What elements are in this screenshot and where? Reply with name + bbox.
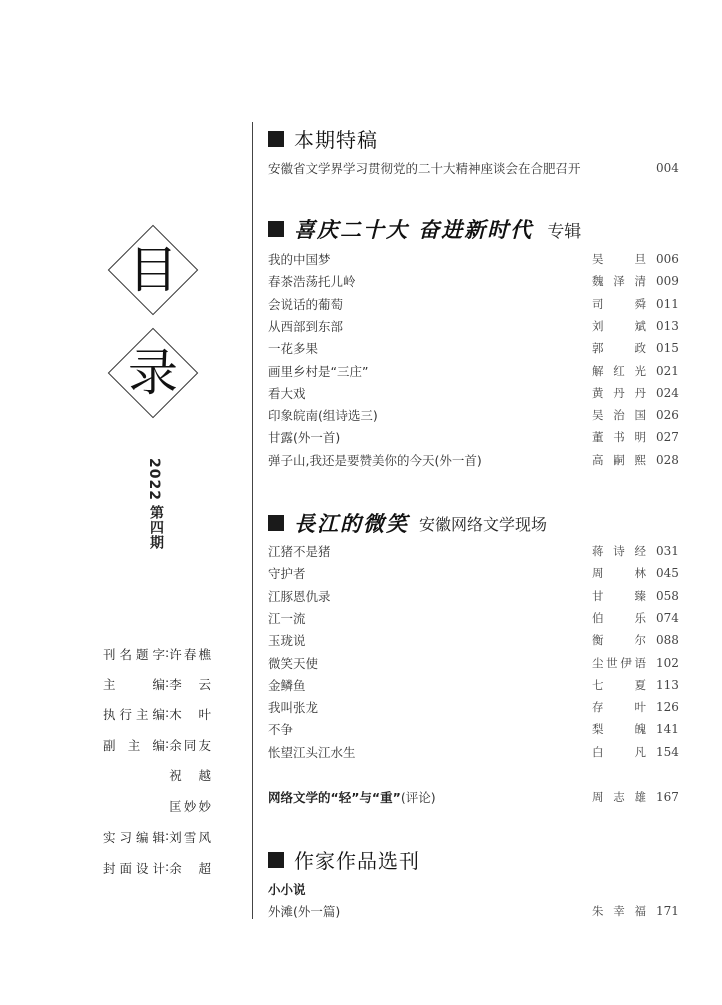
staff-value: 余 超 bbox=[169, 861, 211, 876]
entry-page: 102 bbox=[656, 655, 679, 670]
entry-author: 刘斌 bbox=[592, 318, 646, 333]
entry-author: 周志雄 bbox=[592, 790, 646, 804]
entry-author: 伯乐 bbox=[592, 610, 646, 625]
staff-row: 封 面 设 计 : 余 超 bbox=[103, 859, 221, 877]
section-heading bbox=[268, 845, 420, 874]
entry-page: 004 bbox=[656, 161, 679, 175]
staff-row bbox=[103, 797, 221, 815]
section-heading bbox=[268, 214, 581, 244]
entry-title: 印象皖南(组诗选三) bbox=[268, 408, 378, 424]
staff-value: 刘 雪 风 bbox=[169, 830, 211, 845]
entry-author: 高嗣熙 bbox=[592, 452, 646, 467]
entry-author: 梨魄 bbox=[592, 722, 646, 737]
subcategory-label: 小小说 bbox=[268, 882, 306, 897]
entry-page: 021 bbox=[656, 363, 679, 378]
entry-page: 167 bbox=[656, 790, 679, 804]
entry-title: 怅望江头江水生 bbox=[268, 744, 356, 760]
toc-entry[interactable] bbox=[268, 653, 678, 673]
toc-entry[interactable] bbox=[268, 294, 678, 314]
entry-page: 154 bbox=[656, 744, 679, 759]
entry-author: 吴旦 bbox=[592, 252, 646, 266]
toc-entry[interactable] bbox=[268, 563, 678, 583]
toc-entry[interactable] bbox=[268, 697, 678, 717]
toc-entry[interactable] bbox=[268, 719, 678, 739]
toc-diamond-2 bbox=[108, 328, 198, 418]
staff-label bbox=[103, 797, 165, 815]
entry-title: 不争 bbox=[268, 722, 294, 738]
entry-title: 会说话的葡萄 bbox=[268, 296, 344, 312]
entry-page: 058 bbox=[656, 588, 679, 603]
toc-entry[interactable] bbox=[268, 405, 678, 425]
toc-entry[interactable] bbox=[268, 158, 678, 178]
entry-page: 015 bbox=[656, 341, 679, 356]
entry-page: 031 bbox=[656, 544, 679, 558]
entry-title: 画里乡村是“三庄” bbox=[268, 363, 369, 379]
section-heading bbox=[268, 508, 547, 538]
square-bullet-icon bbox=[268, 131, 284, 147]
entry-title: 江一流 bbox=[268, 610, 306, 626]
toc-entry[interactable] bbox=[268, 586, 678, 606]
entry-page: 028 bbox=[656, 452, 679, 467]
section-title: 作家作品选刊 bbox=[294, 849, 420, 873]
column-divider bbox=[252, 122, 253, 919]
toc-entry[interactable] bbox=[268, 450, 678, 470]
entry-author: 郭政 bbox=[592, 341, 646, 356]
entry-page: 045 bbox=[656, 566, 679, 581]
entry-author: 解红光 bbox=[592, 363, 646, 378]
entry-author: 黄丹丹 bbox=[592, 385, 646, 400]
square-bullet-icon bbox=[268, 221, 284, 237]
toc-entry[interactable] bbox=[268, 901, 678, 921]
staff-value: 李 云 bbox=[169, 677, 211, 692]
entry-page: 006 bbox=[656, 252, 679, 266]
toc-entry[interactable] bbox=[268, 742, 678, 762]
toc-entry[interactable] bbox=[268, 608, 678, 628]
square-bullet-icon bbox=[268, 515, 284, 531]
entry-title: 弹子山,我还是要赞美你的今天(外一首) bbox=[268, 452, 482, 468]
entry-title: 金鳞鱼 bbox=[268, 677, 306, 693]
section-title: 長江的微笑 bbox=[294, 511, 409, 536]
entry-page: 126 bbox=[656, 700, 679, 715]
staff-value: 余 同 友 bbox=[169, 738, 211, 753]
section-title: 喜庆二十大 奋进新时代 bbox=[294, 217, 534, 242]
entry-title: 春茶浩荡托儿岭 bbox=[268, 274, 356, 290]
entry-author: 蒋诗经 bbox=[592, 544, 646, 558]
staff-row: 副 主 编 : 余 同 友 bbox=[103, 736, 221, 754]
entry-author: 七夏 bbox=[592, 677, 646, 692]
toc-entry[interactable] bbox=[268, 787, 678, 807]
entry-author: 衡尔 bbox=[592, 633, 646, 648]
entry-page: 027 bbox=[656, 430, 679, 445]
staff-label bbox=[103, 766, 165, 784]
toc-title-char: 目 bbox=[128, 241, 178, 299]
issue-number: 第四期 bbox=[148, 505, 164, 550]
staff-label: 副 主 编 bbox=[103, 738, 165, 753]
entry-page: 171 bbox=[656, 904, 679, 918]
entry-title: 一花多果 bbox=[268, 341, 319, 357]
staff-row bbox=[103, 766, 221, 784]
staff-value: 木 叶 bbox=[169, 707, 211, 722]
toc-entry[interactable] bbox=[268, 383, 678, 403]
entry-author: 白凡 bbox=[592, 744, 646, 759]
square-bullet-icon bbox=[268, 852, 284, 868]
entry-author: 尘世伊语 bbox=[592, 655, 646, 670]
entry-title: 甘露(外一首) bbox=[268, 430, 341, 446]
issue-year: 2022 bbox=[146, 458, 162, 501]
entry-page: 088 bbox=[656, 633, 679, 648]
staff-label: 刊 名 题 字 bbox=[103, 647, 165, 662]
entry-title: 我叫张龙 bbox=[268, 700, 319, 716]
toc-entry[interactable] bbox=[268, 361, 678, 381]
staff-label: 实 习 编 辑 bbox=[103, 830, 165, 845]
toc-entry[interactable] bbox=[268, 630, 678, 650]
staff-value: 祝 越 bbox=[169, 768, 211, 783]
entry-title: 从西部到东部 bbox=[268, 318, 344, 334]
entry-author: 朱幸福 bbox=[592, 904, 646, 918]
staff-label: 主 编 bbox=[103, 677, 165, 692]
toc-entry[interactable] bbox=[268, 316, 678, 336]
entry-author: 甘臻 bbox=[592, 588, 646, 603]
entry-title: 守护者 bbox=[268, 566, 306, 582]
entry-author: 司舜 bbox=[592, 296, 646, 311]
entry-title: 安徽省文学界学习贯彻党的二十大精神座谈会在合肥召开 bbox=[268, 161, 581, 176]
toc-entry[interactable] bbox=[268, 338, 678, 358]
staff-row: 执 行 主 编 : 木 叶 bbox=[103, 705, 221, 723]
entry-author: 周林 bbox=[592, 566, 646, 581]
entry-page: 009 bbox=[656, 274, 679, 289]
section-heading bbox=[268, 124, 378, 153]
entry-title: 网络文学的“轻”与“重”(评论) bbox=[268, 790, 436, 805]
entry-page: 113 bbox=[656, 677, 679, 692]
entry-page: 026 bbox=[656, 408, 679, 423]
toc-entry[interactable] bbox=[268, 675, 678, 695]
entry-author: 董书明 bbox=[592, 430, 646, 445]
staff-label: 执 行 主 编 bbox=[103, 707, 165, 722]
toc-entry[interactable] bbox=[268, 249, 678, 269]
toc-entry[interactable] bbox=[268, 271, 678, 291]
entry-title: 看大戏 bbox=[268, 385, 306, 401]
entry-page: 074 bbox=[656, 610, 679, 625]
entry-author: 存叶 bbox=[592, 700, 646, 715]
section-subtitle: 安徽网络文学现场 bbox=[419, 514, 548, 534]
section-title: 本期特稿 bbox=[294, 128, 378, 152]
entry-title: 我的中国梦 bbox=[268, 252, 331, 267]
entry-title: 外滩(外一篇) bbox=[268, 904, 341, 919]
staff-row: 主 编 : 李 云 bbox=[103, 675, 221, 693]
toc-diamond-1 bbox=[108, 225, 198, 315]
entry-page: 013 bbox=[656, 318, 679, 333]
entry-author: 魏泽清 bbox=[592, 274, 646, 289]
toc-entry[interactable] bbox=[268, 541, 678, 561]
section-subtitle: 专辑 bbox=[547, 221, 582, 242]
entry-page: 024 bbox=[656, 385, 679, 400]
entry-title: 微笑天使 bbox=[268, 655, 319, 671]
entry-author: 吴治国 bbox=[592, 408, 646, 423]
staff-row: 刊 名 题 字 : 许 春 樵 bbox=[103, 645, 221, 663]
staff-value: 匡 妙 妙 bbox=[169, 799, 211, 814]
staff-label: 封 面 设 计 bbox=[103, 861, 165, 876]
entry-title: 江猪不是猪 bbox=[268, 544, 331, 559]
entry-page: 141 bbox=[656, 722, 679, 737]
toc-entry[interactable] bbox=[268, 427, 678, 447]
entry-title: 江豚恩仇录 bbox=[268, 588, 331, 604]
entry-page: 011 bbox=[656, 296, 679, 311]
toc-title-char: 录 bbox=[128, 344, 178, 402]
staff-value: 许 春 樵 bbox=[169, 647, 211, 662]
staff-row: 实 习 编 辑 : 刘 雪 风 bbox=[103, 828, 221, 846]
entry-title: 玉珑说 bbox=[268, 633, 306, 649]
